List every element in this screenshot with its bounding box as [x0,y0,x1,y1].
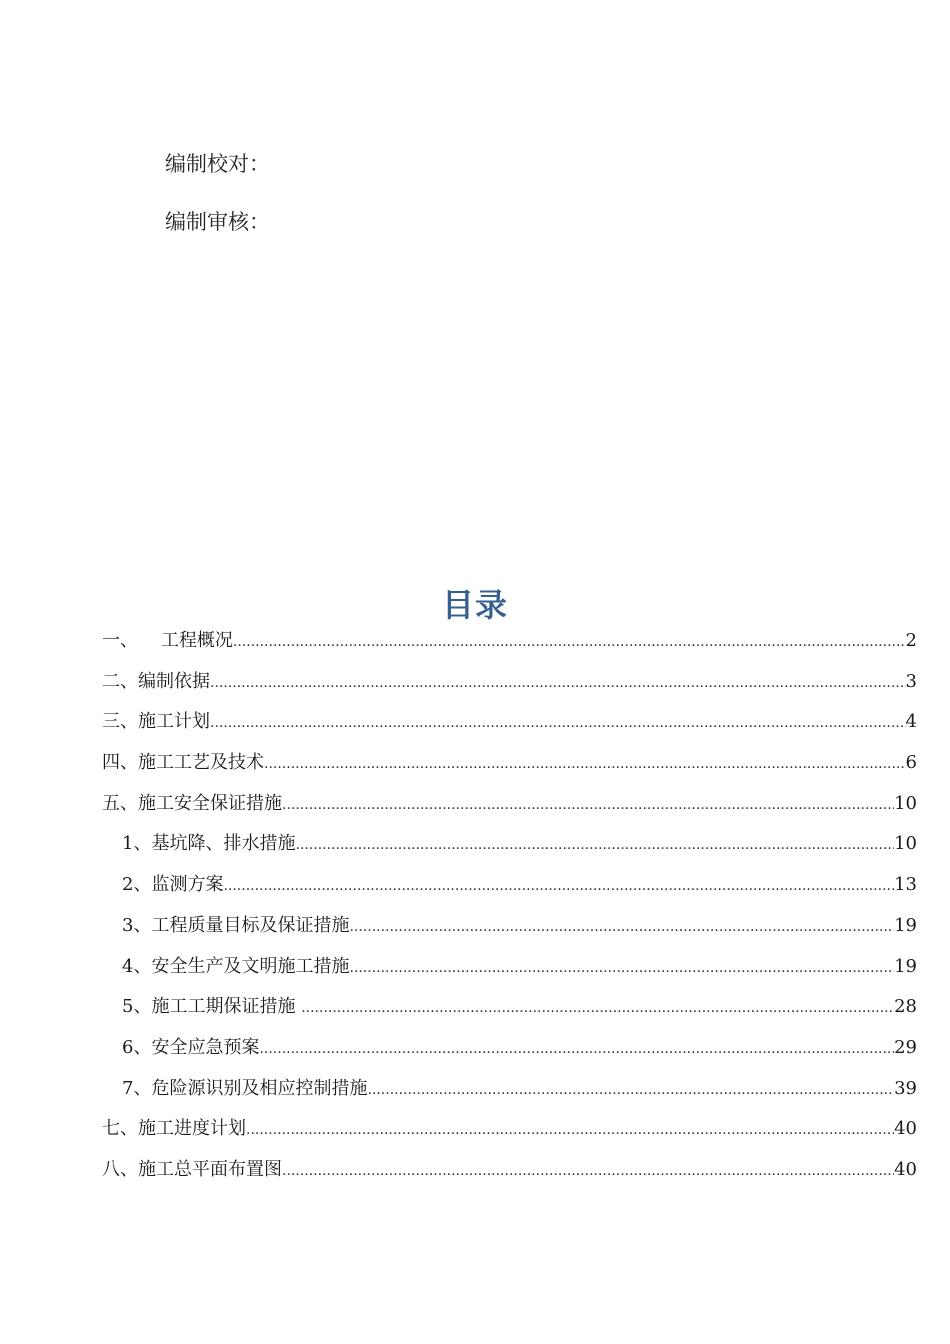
toc-entry-page: 39 [894,1077,917,1099]
proofread-label: 编制校对： [165,152,270,176]
toc-entry-page: 40 [894,1158,917,1180]
toc-leader-dots [246,1114,894,1146]
toc-leader-dots [301,992,894,1024]
toc-entry-text: 6、安全应急预案 [122,1036,260,1058]
toc-entry[interactable] [102,869,917,910]
toc-leader-dots [349,911,894,943]
toc-entry-page: 3 [905,670,917,692]
toc-entry[interactable] [102,666,917,707]
toc-entry-text: 八、施工总平面布置图 [102,1158,282,1180]
toc-entry-page: 19 [894,955,917,977]
toc-leader-dots [367,1074,894,1106]
toc-entry-page: 4 [905,711,917,733]
toc-leader-dots [349,952,894,984]
toc-entry[interactable] [102,951,917,992]
toc-leader-dots [259,1033,894,1065]
toc-entry-page: 6 [905,752,917,774]
toc-entry[interactable] [102,1073,917,1114]
toc-entry[interactable] [102,747,917,788]
toc-leader-dots [223,870,894,902]
toc-entry-text: 2、监测方案 [122,874,224,896]
toc-leader-dots [210,667,906,699]
toc-entry-text: 一、 工程概况 [102,630,233,651]
toc-entry-text: 7、危险源识别及相应控制措施 [122,1077,368,1099]
toc-leader-dots [295,829,894,861]
toc-leader-dots [233,626,906,658]
toc-entry-page: 2 [905,630,917,651]
toc-entry-page: 40 [894,1118,917,1140]
toc-entry-page: 19 [894,914,917,936]
toc-leader-dots [264,748,906,780]
toc-entry-text: 七、施工进度计划 [102,1118,246,1140]
table-of-contents [102,625,917,1195]
toc-entry-text: 三、施工计划 [102,711,210,733]
toc-entry-page: 13 [894,874,917,896]
toc-entry-text: 4、安全生产及文明施工措施 [122,955,350,977]
toc-entry-text: 5、施工工期保证措施 [122,996,302,1018]
toc-entry-text: 五、施工安全保证措施 [102,792,282,814]
toc-entry-page: 29 [894,1036,917,1058]
toc-title: 目录 [441,586,508,624]
toc-entry[interactable] [102,991,917,1032]
toc-entry[interactable] [102,788,917,829]
toc-entry-text: 二、编制依据 [102,670,210,692]
toc-entry[interactable] [102,910,917,951]
toc-entry[interactable] [102,1032,917,1073]
toc-entry-text: 3、工程质量目标及保证措施 [122,914,350,936]
toc-entry[interactable] [102,706,917,747]
toc-leader-dots [282,789,894,821]
toc-entry-page: 10 [894,792,917,814]
toc-entry[interactable] [102,625,917,666]
toc-entry-text: 1、基坑降、排水措施 [122,833,296,855]
toc-entry[interactable] [102,1113,917,1154]
toc-leader-dots [210,707,906,739]
toc-entry[interactable] [102,1154,917,1195]
toc-entry-page: 28 [894,996,917,1018]
toc-entry-text: 四、施工工艺及技术 [102,752,264,774]
toc-entry-page: 10 [894,833,917,855]
review-label: 编制审核： [165,210,270,234]
toc-leader-dots [282,1155,894,1187]
toc-entry[interactable] [102,828,917,869]
